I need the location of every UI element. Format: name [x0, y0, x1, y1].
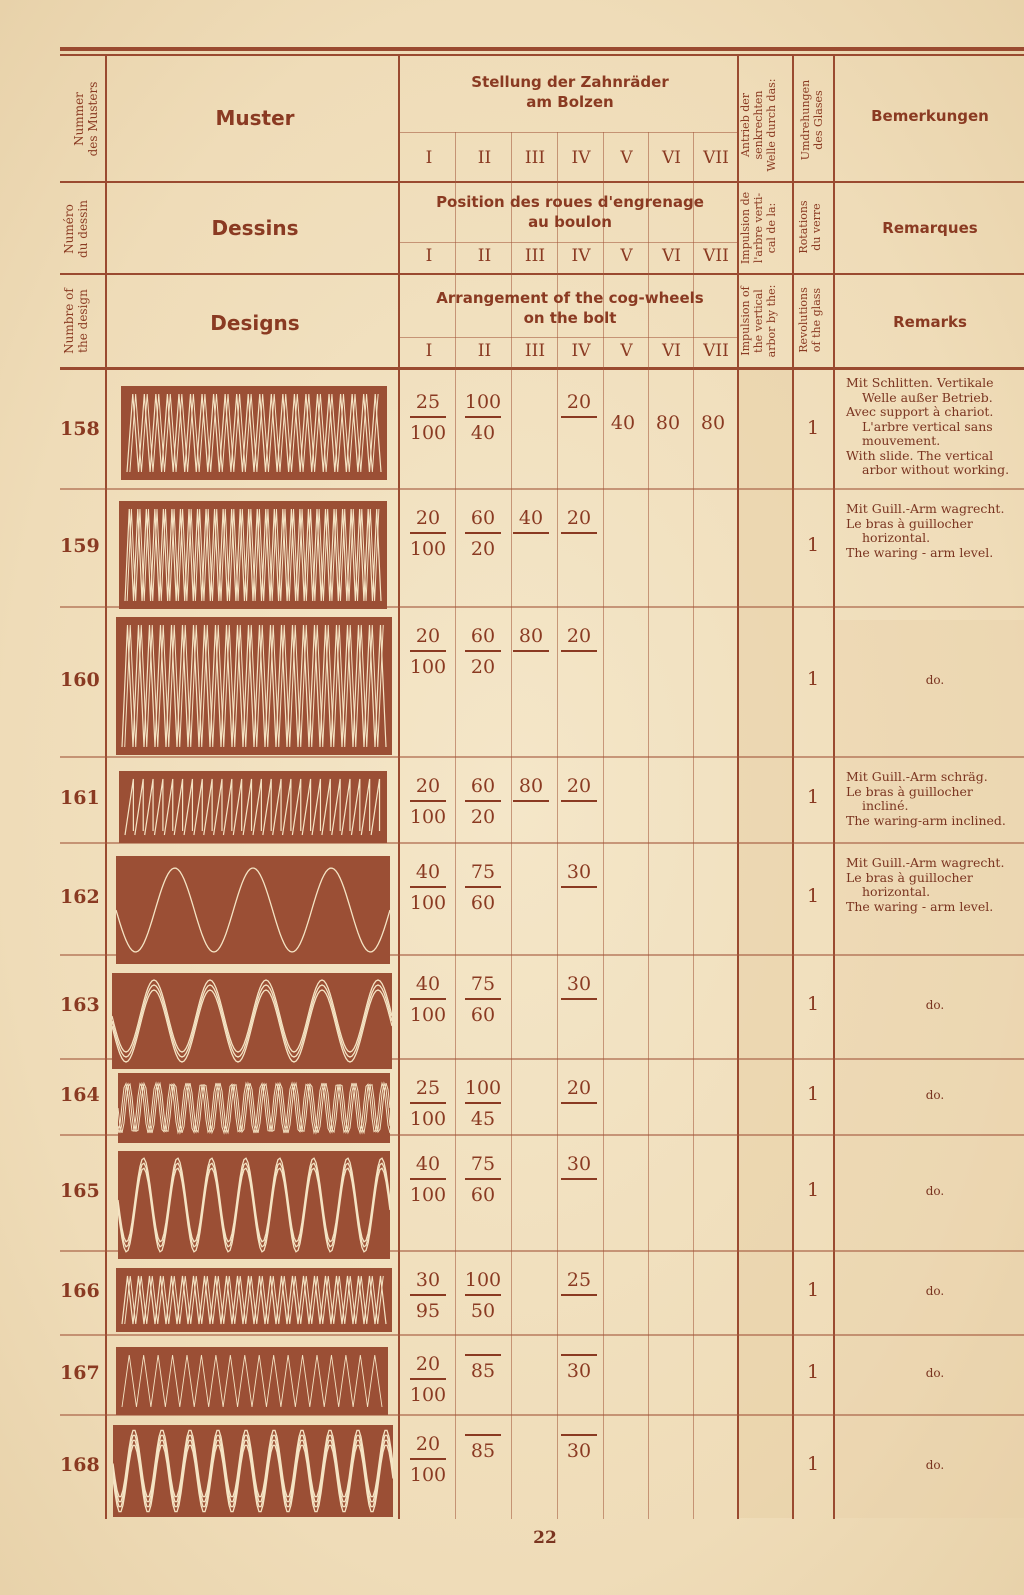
revolutions-value: 1 — [806, 668, 820, 690]
design-pattern-image — [112, 973, 392, 1069]
fraction-bar — [410, 650, 446, 652]
fraction-top: 20 — [566, 775, 592, 797]
roman-ii: II — [477, 148, 492, 168]
pattern-graphic — [119, 771, 387, 843]
gear-fraction — [459, 1076, 507, 1131]
fraction-bottom: 85 — [470, 1439, 496, 1462]
fraction-top: 40 — [415, 973, 441, 995]
roman-iv: IV — [571, 341, 591, 361]
pattern-line — [113, 1430, 393, 1496]
fraction-top: 100 — [464, 391, 502, 413]
remark-line: L'arbre vertical sans — [862, 418, 993, 434]
gear-fraction — [459, 1152, 507, 1207]
fraction-top: 30 — [566, 1153, 592, 1175]
fraction-bar — [465, 1354, 501, 1356]
design-pattern-image — [119, 771, 387, 843]
fraction-top: 60 — [470, 507, 496, 529]
fraction-top: 20 — [415, 775, 441, 797]
fraction-bar — [465, 998, 501, 1000]
fraction-bottom: 100 — [409, 891, 447, 914]
fraction-top: 25 — [415, 391, 441, 413]
design-pattern-image — [116, 856, 390, 964]
fraction-bar — [465, 416, 501, 418]
fraction-top: 25 — [566, 1269, 592, 1291]
roman-iii: III — [524, 341, 546, 361]
pattern-graphic — [112, 973, 392, 1069]
fraction-bar — [410, 1378, 446, 1380]
fraction-bottom: 20 — [470, 655, 496, 678]
remarks-fr: Remarques — [882, 219, 978, 237]
fraction-top: 40 — [518, 507, 544, 529]
fraction-bar — [410, 532, 446, 534]
muster-title: Muster — [215, 106, 295, 130]
vline-d — [792, 54, 794, 1519]
design-number: 159 — [60, 535, 100, 557]
gear-fraction — [555, 1268, 603, 1299]
fraction-bottom: 60 — [470, 1003, 496, 1026]
fraction-bottom: 100 — [409, 537, 447, 560]
gear-title-en: Arrangement of the cog-wheels on the bolt — [436, 289, 704, 327]
pattern-graphic — [116, 1268, 392, 1332]
gear-fraction — [459, 972, 507, 1027]
gear-fraction — [459, 1432, 507, 1463]
design-pattern-image — [116, 617, 392, 755]
design-pattern-image — [116, 1268, 392, 1332]
pattern-line — [125, 779, 380, 835]
fraction-bar — [561, 800, 597, 802]
fraction-top: 30 — [566, 973, 592, 995]
pattern-graphic — [116, 856, 390, 964]
header-rule-3 — [60, 273, 1024, 275]
fraction-top: 80 — [518, 625, 544, 647]
fraction-bar — [410, 886, 446, 888]
roman-vi: VI — [662, 148, 681, 168]
fraction-top: 30 — [566, 861, 592, 883]
designs-title: Designs — [210, 311, 300, 335]
fraction-bar — [465, 1178, 501, 1180]
gear-value: 40 — [610, 412, 636, 434]
revolutions-value: 1 — [806, 1361, 820, 1383]
fraction-top: 20 — [415, 1433, 441, 1455]
gear-fraction — [404, 774, 452, 829]
remark-line: The waring - arm level. — [846, 544, 994, 560]
pattern-line — [112, 980, 392, 1052]
pattern-line — [113, 1440, 393, 1506]
pattern-line — [122, 1355, 382, 1407]
roman-iii: III — [524, 246, 546, 266]
fraction-bottom: 30 — [566, 1359, 592, 1382]
fraction-bottom: 50 — [470, 1299, 496, 1322]
gear-fraction — [555, 1152, 603, 1183]
design-number: 164 — [60, 1084, 100, 1106]
gear-fraction — [459, 1268, 507, 1323]
gear-fraction — [459, 1352, 507, 1383]
fraction-top: 100 — [464, 1269, 502, 1291]
pattern-line — [118, 1163, 390, 1247]
fraction-bottom: 60 — [470, 891, 496, 914]
gear-fraction — [555, 1352, 603, 1383]
roman-i: I — [425, 148, 433, 168]
fraction-top: 60 — [470, 625, 496, 647]
fraction-bar — [561, 1294, 597, 1296]
revolutions-value: 1 — [806, 1279, 820, 1301]
pattern-graphic — [118, 1073, 390, 1143]
design-number: 161 — [60, 787, 100, 809]
revolutions-value: 1 — [806, 993, 820, 1015]
vline-g3 — [557, 132, 558, 1519]
gear-fraction — [404, 1152, 452, 1207]
remark-line: arbor without working. — [862, 462, 1010, 477]
fraction-top: 20 — [566, 391, 592, 413]
ditto-remark: do. — [925, 1458, 945, 1472]
fraction-bottom: 100 — [409, 655, 447, 678]
roman-iv: IV — [571, 148, 591, 168]
fraction-bar — [513, 650, 549, 652]
gear-fraction — [459, 624, 507, 679]
fraction-bar — [561, 1434, 597, 1436]
ditto-remark: do. — [925, 1284, 945, 1298]
fraction-bottom: 100 — [409, 1107, 447, 1130]
pattern-graphic — [121, 386, 387, 480]
roman-rule-2 — [400, 242, 737, 243]
gear-fraction — [507, 506, 555, 537]
fraction-bar — [561, 1354, 597, 1356]
ditto-remark: do. — [925, 1184, 945, 1198]
vline-g5 — [648, 132, 649, 1519]
roman-ii: II — [477, 246, 492, 266]
gear-fraction — [404, 1076, 452, 1131]
gear-fraction — [404, 1352, 452, 1407]
header-rule-4 — [60, 367, 1024, 370]
rev-de: Umdrehungen des Glases — [799, 79, 825, 161]
remark-text — [846, 376, 1022, 478]
roman-vi: VI — [662, 341, 681, 361]
pattern-line — [113, 1445, 393, 1511]
fraction-bottom: 100 — [409, 1003, 447, 1026]
fraction-bar — [513, 800, 549, 802]
roman-v: V — [620, 246, 633, 266]
remark-text — [846, 770, 1022, 828]
revolutions-value: 1 — [806, 1083, 820, 1105]
pattern-line — [116, 868, 390, 952]
ditto-remark: do. — [925, 673, 945, 687]
fraction-bottom: 100 — [409, 1463, 447, 1486]
roman-vii: VII — [703, 246, 729, 266]
vline-g2 — [511, 132, 512, 1519]
design-number: 163 — [60, 994, 100, 1016]
pattern-graphic — [119, 501, 387, 609]
fraction-bar — [465, 1102, 501, 1104]
gear-fraction — [459, 390, 507, 445]
fraction-bar — [410, 1458, 446, 1460]
roman-iv: IV — [571, 246, 591, 266]
fraction-bar — [410, 998, 446, 1000]
roman-i: I — [425, 341, 433, 361]
design-pattern-image — [118, 1151, 390, 1259]
fraction-top: 60 — [470, 775, 496, 797]
gear-title-fr: Position des roues d'engrenage au boulon — [436, 193, 704, 231]
ditto-remark: do. — [925, 998, 945, 1012]
fraction-bar — [561, 998, 597, 1000]
remark-line: The waring-arm inclined. — [846, 812, 1006, 828]
fraction-bar — [410, 416, 446, 418]
roman-v: V — [620, 148, 633, 168]
fraction-top: 25 — [415, 1077, 441, 1099]
fraction-top: 20 — [566, 1077, 592, 1099]
pattern-line — [112, 990, 392, 1062]
gear-fraction — [555, 624, 603, 655]
fraction-top: 80 — [518, 775, 544, 797]
design-number: 165 — [60, 1180, 100, 1202]
pattern-graphic — [116, 1347, 388, 1415]
gear-fraction — [404, 972, 452, 1027]
remark-line: Le bras à guillocher — [846, 783, 973, 799]
col-num-en: Numbre of the design — [62, 288, 90, 354]
ditto-remark: do. — [925, 1366, 945, 1380]
design-number: 166 — [60, 1280, 100, 1302]
roman-ii: II — [477, 341, 492, 361]
design-number: 167 — [60, 1362, 100, 1384]
roman-vii: VII — [703, 148, 729, 168]
rev-fr: Rotations du verre — [797, 200, 823, 254]
remark-col-shade — [835, 620, 1024, 1518]
revolutions-value: 1 — [806, 534, 820, 556]
fraction-top: 75 — [470, 973, 496, 995]
roman-v: V — [620, 341, 633, 361]
fraction-bar — [465, 1434, 501, 1436]
design-pattern-image — [118, 1073, 390, 1143]
pattern-line — [113, 1435, 393, 1501]
gear-fraction — [404, 860, 452, 915]
pattern-graphic — [118, 1151, 390, 1259]
fraction-bar — [561, 532, 597, 534]
fraction-bottom: 45 — [470, 1107, 496, 1130]
design-pattern-image — [116, 1347, 388, 1415]
header-rule-1 — [60, 54, 1024, 56]
rev-en: Revolutions of the glass — [797, 287, 823, 353]
gear-fraction — [555, 390, 603, 421]
fraction-bar — [561, 1178, 597, 1180]
fraction-top: 100 — [464, 1077, 502, 1099]
roman-i: I — [425, 246, 433, 266]
dessins-title: Dessins — [211, 216, 299, 240]
revolutions-value: 1 — [806, 1453, 820, 1475]
fraction-bottom: 95 — [415, 1299, 441, 1322]
remark-line: Mit Guill.-Arm wagrecht. — [846, 501, 1005, 516]
remark-line: Welle außer Betrieb. — [862, 389, 993, 405]
remark-line: incliné. — [862, 798, 909, 813]
pattern-graphic — [113, 1425, 393, 1517]
gear-fraction — [404, 1268, 452, 1323]
fraction-bottom: 30 — [566, 1439, 592, 1462]
gear-value: 80 — [700, 412, 726, 434]
gear-fraction — [404, 506, 452, 561]
gear-fraction — [555, 506, 603, 537]
fraction-bar — [410, 1102, 446, 1104]
roman-vii: VII — [703, 341, 729, 361]
fraction-top: 40 — [415, 1153, 441, 1175]
fraction-bar — [465, 886, 501, 888]
fraction-bottom: 20 — [470, 537, 496, 560]
fraction-top: 20 — [415, 625, 441, 647]
gear-fraction — [507, 774, 555, 805]
fraction-bar — [410, 1178, 446, 1180]
fraction-bar — [410, 1294, 446, 1296]
fraction-bar — [465, 800, 501, 802]
remark-line: horizontal. — [862, 884, 931, 899]
row-divider — [60, 488, 1024, 490]
page-number: 22 — [533, 1528, 557, 1548]
fraction-bottom: 100 — [409, 421, 447, 444]
gear-fraction — [555, 1076, 603, 1107]
remark-text — [846, 856, 1022, 914]
fraction-bottom: 100 — [409, 805, 447, 828]
remarks-en: Remarks — [893, 313, 967, 331]
remark-line: mouvement. — [862, 433, 941, 448]
fraction-bar — [561, 1102, 597, 1104]
vline-a — [105, 54, 107, 1519]
fraction-bottom: 20 — [470, 805, 496, 828]
fraction-bar — [410, 800, 446, 802]
drive-col-shade — [739, 370, 792, 1518]
fraction-top: 40 — [415, 861, 441, 883]
fraction-bottom: 85 — [470, 1359, 496, 1382]
drive-de: Antrieb der senkrechten Welle durch das: — [739, 78, 778, 172]
pattern-line — [112, 985, 392, 1057]
fraction-top: 30 — [415, 1269, 441, 1291]
fraction-bar — [561, 886, 597, 888]
remark-line: Avec support à chariot. — [846, 404, 994, 419]
fraction-bar — [465, 1294, 501, 1296]
design-number: 162 — [60, 886, 100, 908]
gear-fraction — [459, 774, 507, 829]
remark-line: Le bras à guillocher — [846, 515, 973, 531]
fraction-bar — [561, 650, 597, 652]
design-number: 160 — [60, 669, 100, 691]
header-rule-2 — [60, 181, 1024, 183]
fraction-bar — [465, 532, 501, 534]
fraction-top: 20 — [415, 1353, 441, 1375]
row-divider — [60, 1334, 1024, 1336]
revolutions-value: 1 — [806, 885, 820, 907]
fraction-bar — [465, 650, 501, 652]
vline-g6 — [693, 132, 694, 1519]
gear-fraction — [555, 1432, 603, 1463]
remark-line: horizontal. — [862, 530, 931, 545]
col-num-fr: Numéro du dessin — [62, 200, 90, 258]
gear-title-de: Stellung der Zahnräder am Bolzen — [471, 73, 669, 111]
design-pattern-image — [113, 1425, 393, 1517]
gear-fraction — [404, 390, 452, 445]
gear-fraction — [555, 860, 603, 891]
remark-line: Mit Schlitten. Vertikale — [846, 375, 994, 390]
fraction-bottom: 60 — [470, 1183, 496, 1206]
vline-g4 — [603, 132, 604, 1519]
fraction-top: 75 — [470, 1153, 496, 1175]
design-number: 168 — [60, 1454, 100, 1476]
design-pattern-image — [121, 386, 387, 480]
roman-rule-1 — [400, 132, 737, 133]
fraction-top: 20 — [566, 507, 592, 529]
gear-fraction — [404, 624, 452, 679]
fraction-top: 20 — [415, 507, 441, 529]
fraction-bottom: 100 — [409, 1183, 447, 1206]
roman-vi: VI — [662, 246, 681, 266]
gear-fraction — [459, 860, 507, 915]
vline-g1 — [455, 132, 456, 1519]
gear-fraction — [555, 774, 603, 805]
gear-fraction — [555, 972, 603, 1003]
revolutions-value: 1 — [806, 786, 820, 808]
remarks-de: Bemerkungen — [871, 107, 989, 125]
design-pattern-image — [119, 501, 387, 609]
fraction-bar — [513, 532, 549, 534]
drive-en: Impulsion of the vertical arbor by the: — [739, 284, 778, 358]
fraction-bottom: 100 — [409, 1383, 447, 1406]
remark-line: With slide. The vertical — [846, 447, 994, 463]
gear-value: 80 — [655, 412, 681, 434]
remark-line: The waring - arm level. — [846, 898, 994, 914]
fraction-bottom: 40 — [470, 421, 496, 444]
drive-fr: Impulsion de l'arbre verti- cal de la: — [739, 191, 778, 265]
remark-line: Mit Guill.-Arm wagrecht. — [846, 855, 1005, 870]
revolutions-value: 1 — [806, 417, 820, 439]
row-divider — [60, 756, 1024, 758]
ditto-remark: do. — [925, 1088, 945, 1102]
top-rule — [60, 47, 1024, 51]
fraction-bar — [561, 416, 597, 418]
revolutions-value: 1 — [806, 1179, 820, 1201]
col-num-de: Nummer des Musters — [72, 81, 100, 157]
vline-b — [398, 54, 400, 1519]
gear-fraction — [459, 506, 507, 561]
gear-fraction — [507, 624, 555, 655]
fraction-top: 20 — [566, 625, 592, 647]
roman-rule-3 — [400, 337, 737, 338]
design-number: 158 — [60, 418, 100, 440]
remark-line: Mit Guill.-Arm schräg. — [846, 769, 988, 784]
roman-iii: III — [524, 148, 546, 168]
pattern-line — [127, 509, 379, 601]
fraction-top: 75 — [470, 861, 496, 883]
pattern-graphic — [116, 617, 392, 755]
remark-line: Le bras à guillocher — [846, 869, 973, 885]
gear-fraction — [404, 1432, 452, 1487]
remark-text — [846, 502, 1022, 560]
